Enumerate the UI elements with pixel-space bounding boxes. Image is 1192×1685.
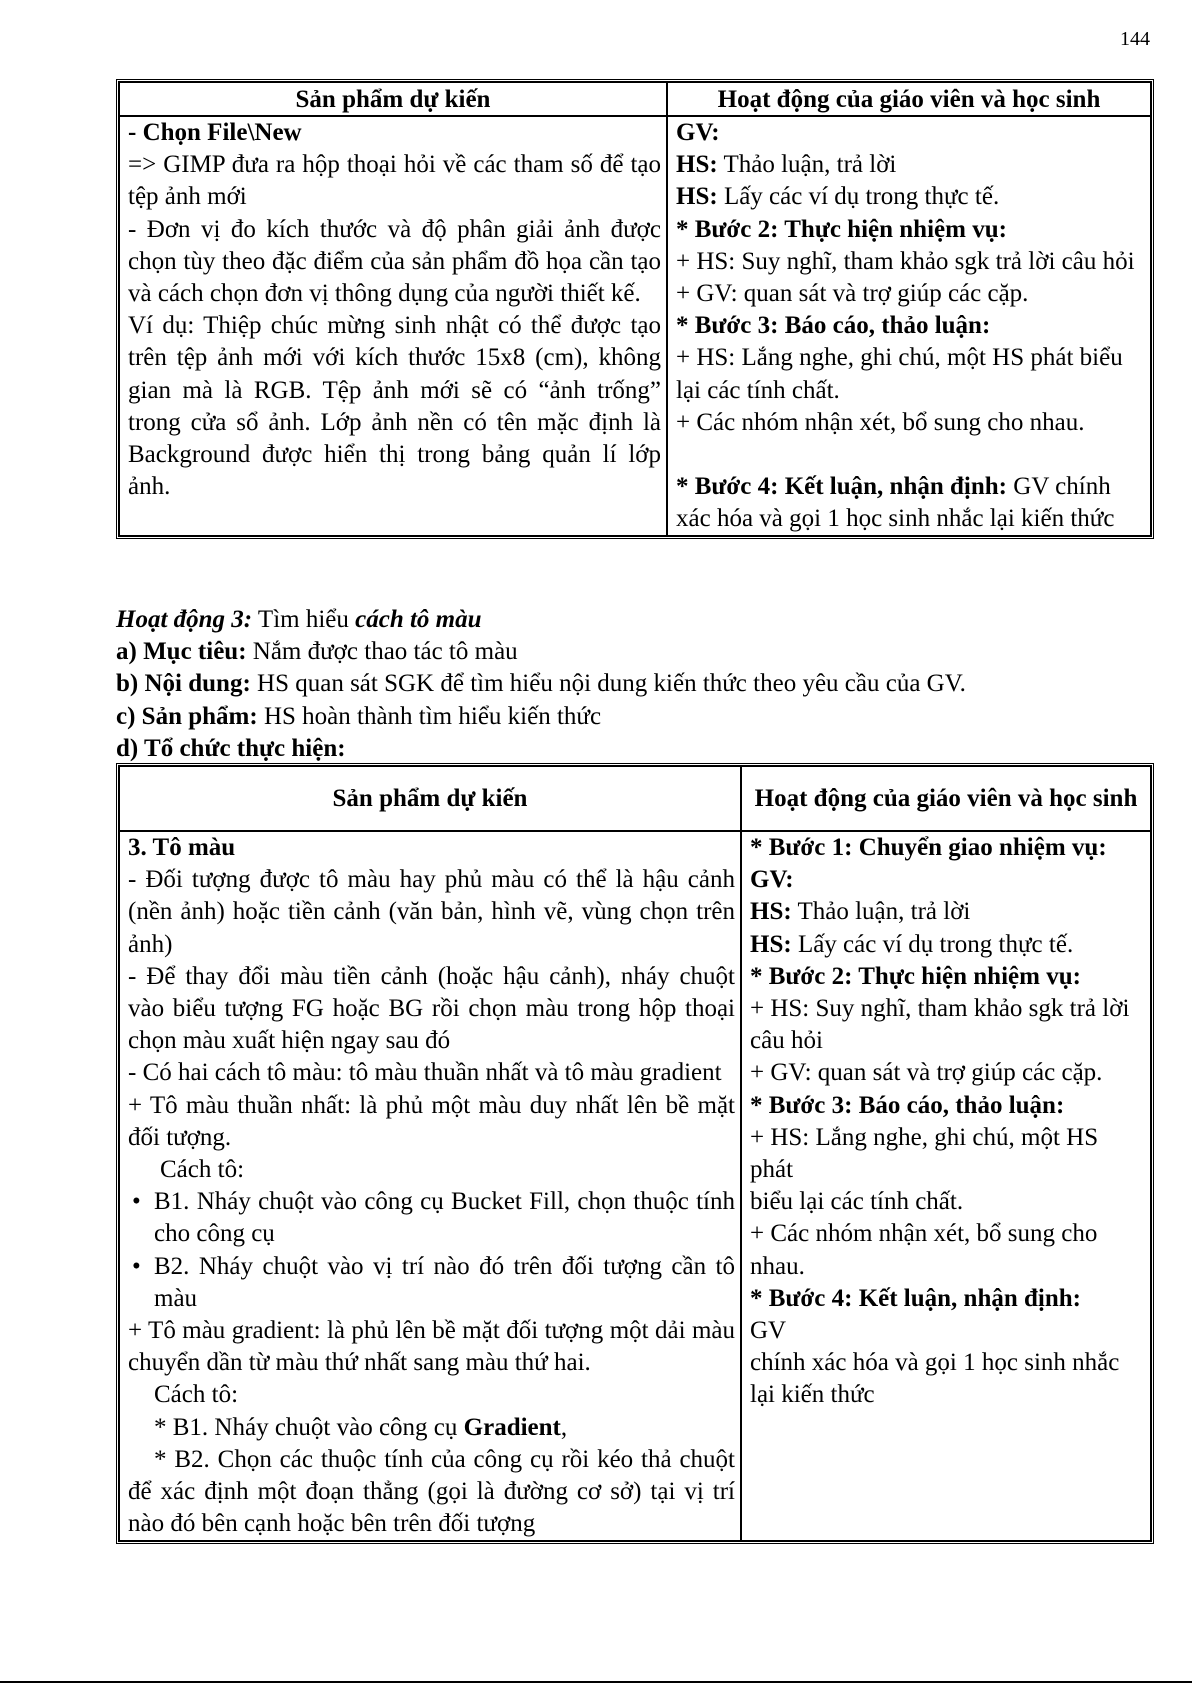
student-text: Lấy các ví dụ trong thực tế. [791, 930, 1074, 958]
gradient-step [128, 1412, 735, 1444]
student-line [750, 929, 1145, 961]
activity-section [116, 604, 1156, 765]
paragraph: + Tô màu thuần nhất: là phủ một màu duy nhất lên bề mặt đối tượng. [128, 1091, 735, 1151]
gradient-step-suffix: , [560, 1413, 568, 1441]
paragraph: - Đối tượng được tô màu hay phủ màu có thể là hậu cảnh (nền ảnh) hoặc tiền cảnh (văn bản, hình vẽ, vùng chọn trên ảnh) [128, 866, 735, 958]
paragraph: => GIMP đưa ra hộp thoại hỏi về các tham số để tạo tệp ảnh mới [128, 151, 661, 211]
step-heading: * Bước 3: Báo cáo, thảo luận: [750, 1091, 1065, 1119]
products-cell [119, 831, 741, 1541]
activity-label: Hoạt động 3: [116, 606, 253, 633]
activity-topic: cách tô màu [355, 606, 482, 633]
column-header-activities: Hoạt động của giáo viên và học sinh [741, 766, 1151, 831]
step-text: GV chính xác hóa và gọi 1 học sinh nhắc lại kiến thức [676, 473, 1115, 533]
step-item: + Các nhóm nhận xét, bổ sung cho nhau. [676, 408, 1085, 436]
page-number: 144 [1120, 28, 1150, 50]
teacher-label: GV: [750, 866, 794, 894]
gradient-step: * B2. Chọn các thuộc tính của công cụ rồi kéo thả chuột để xác định một đoạn thẳng (gọi là đường cơ sở) tại vị trí nào đó bên cạnh hoặc bên trên đối tượng [128, 1445, 735, 1538]
student-text: Lấy các ví dụ trong thực tế. [717, 183, 1000, 211]
student-label: HS: [676, 151, 718, 179]
table-row [119, 831, 1151, 1541]
step-heading: * Bước 4: Kết luận, nhận định: [676, 473, 1008, 501]
method-label: Cách tô: [160, 1156, 245, 1184]
content-text: HS quan sát SGK để tìm hiểu nội dung kiến thức theo yêu cầu của GV. [250, 670, 966, 698]
objective-label: a) Mục tiêu: [116, 638, 247, 666]
cell-title: - Chọn File\New [128, 119, 302, 146]
step-item: + HS: Lắng nghe, ghi chú, một HS phát biểu lại các tính chất. [676, 344, 1123, 404]
paragraph: Ví dụ: Thiệp chúc mừng sinh nhật có thể được tạo trên tệp ảnh mới với kích thước 15x8 (cm), không gian mà là RGB. Tệp ảnh mới sẽ có “ảnh trống” trong cửa sổ ảnh. Lớp ảnh nền có tên mặc định là Background được hiển thị trong bảng quản lí lớp ảnh. [128, 312, 661, 501]
column-header-products: Sản phẩm dự kiến [119, 766, 741, 831]
step-text: chính xác hóa và gọi 1 học sinh nhắc lại kiến thức [750, 1349, 1120, 1409]
list-item: • B1. Nháy chuột vào công cụ Bucket Fill, chọn thuộc tính cho công cụ [128, 1186, 735, 1250]
objective-line [116, 636, 1156, 668]
lesson-table-2 [116, 763, 1154, 1544]
student-label: HS: [676, 183, 718, 211]
objective-text: Nắm được thao tác tô màu [246, 638, 518, 666]
step-heading: * Bước 2: Thực hiện nhiệm vụ: [676, 215, 1007, 243]
student-text: Thảo luận, trả lời [717, 151, 897, 179]
step-item: biểu lại các tính chất. [750, 1188, 964, 1216]
activities-cell [667, 116, 1151, 536]
student-line [676, 181, 1145, 213]
step-heading: * Bước 3: Báo cáo, thảo luận: [676, 312, 991, 340]
column-header-products: Sản phẩm dự kiến [119, 82, 667, 116]
step-item: + GV: quan sát và trợ giúp các cặp. [750, 1059, 1103, 1087]
student-text: Thảo luận, trả lời [791, 898, 971, 926]
student-line [676, 149, 1145, 181]
products-cell [119, 116, 667, 536]
step-item: + HS: Suy nghĩ, tham khảo sgk trả lời câu hỏi [676, 247, 1135, 275]
step-text: GV [750, 1317, 787, 1345]
activity-heading [116, 604, 1156, 636]
step-heading: * Bước 4: Kết luận, nhận định: [750, 1284, 1082, 1312]
product-line [116, 701, 1156, 733]
paragraph: - Có hai cách tô màu: tô màu thuần nhất và tô màu gradient [128, 1059, 722, 1087]
paragraph: - Đơn vị đo kích thước và độ phân giải ảnh được chọn tùy theo đặc điểm của sản phẩm đồ họa cần tạo và cách chọn đơn vị thông dụng của người thiết kế. [128, 215, 661, 308]
lesson-table-1 [116, 79, 1154, 539]
table-header-row [119, 766, 1151, 831]
content-line [116, 668, 1156, 700]
gradient-tool-name: Gradient [463, 1413, 561, 1441]
organization-line [116, 733, 1156, 765]
paragraph: - Để thay đổi màu tiền cảnh (hoặc hậu cảnh), nháy chuột vào biểu tượng FG hoặc BG rồi chọn màu trong hộp thoại chọn màu xuất hiện ngay sau đó [128, 962, 735, 1055]
list-item: • B2. Nháy chuột vào vị trí nào đó trên đối tượng cần tô màu [128, 1251, 735, 1315]
student-label: HS: [750, 898, 792, 926]
paragraph: + Tô màu gradient: là phủ lên bề mặt đối tượng một dải màu chuyển dần từ màu thứ nhất sang màu thứ hai. [128, 1317, 735, 1377]
organization-label: d) Tổ chức thực hiện: [116, 734, 346, 762]
product-label: c) Sản phẩm: [116, 702, 258, 730]
table-header-row [119, 82, 1151, 116]
teacher-label: GV: [676, 119, 720, 146]
cell-title: 3. Tô màu [128, 834, 236, 861]
gradient-step-text: * B1. Nháy chuột vào công cụ [154, 1413, 464, 1441]
product-text: HS hoàn thành tìm hiểu kiến thức [257, 702, 602, 730]
step-item: + HS: Suy nghĩ, tham khảo sgk trả lời câu hỏi [750, 995, 1130, 1055]
step-heading: * Bước 2: Thực hiện nhiệm vụ: [750, 962, 1081, 990]
student-line [750, 896, 1145, 928]
column-header-activities: Hoạt động của giáo viên và học sinh [667, 82, 1151, 116]
step-item [676, 471, 1145, 535]
spacer [676, 439, 1145, 471]
activity-heading-text: Tìm hiểu [252, 606, 356, 633]
activities-cell [741, 831, 1151, 1541]
step-item: + GV: quan sát và trợ giúp các cặp. [676, 280, 1029, 308]
steps-list [128, 1186, 735, 1315]
content-label: b) Nội dung: [116, 670, 251, 698]
table-row [119, 116, 1151, 536]
step-item: + HS: Lắng nghe, ghi chú, một HS phát [750, 1123, 1099, 1184]
method-label: Cách tô: [154, 1381, 239, 1409]
page-bottom-rule [0, 1681, 1192, 1683]
step-heading: * Bước 1: Chuyển giao nhiệm vụ: [750, 834, 1107, 861]
student-label: HS: [750, 930, 792, 958]
step-item: + Các nhóm nhận xét, bổ sung cho nhau. [750, 1220, 1098, 1280]
